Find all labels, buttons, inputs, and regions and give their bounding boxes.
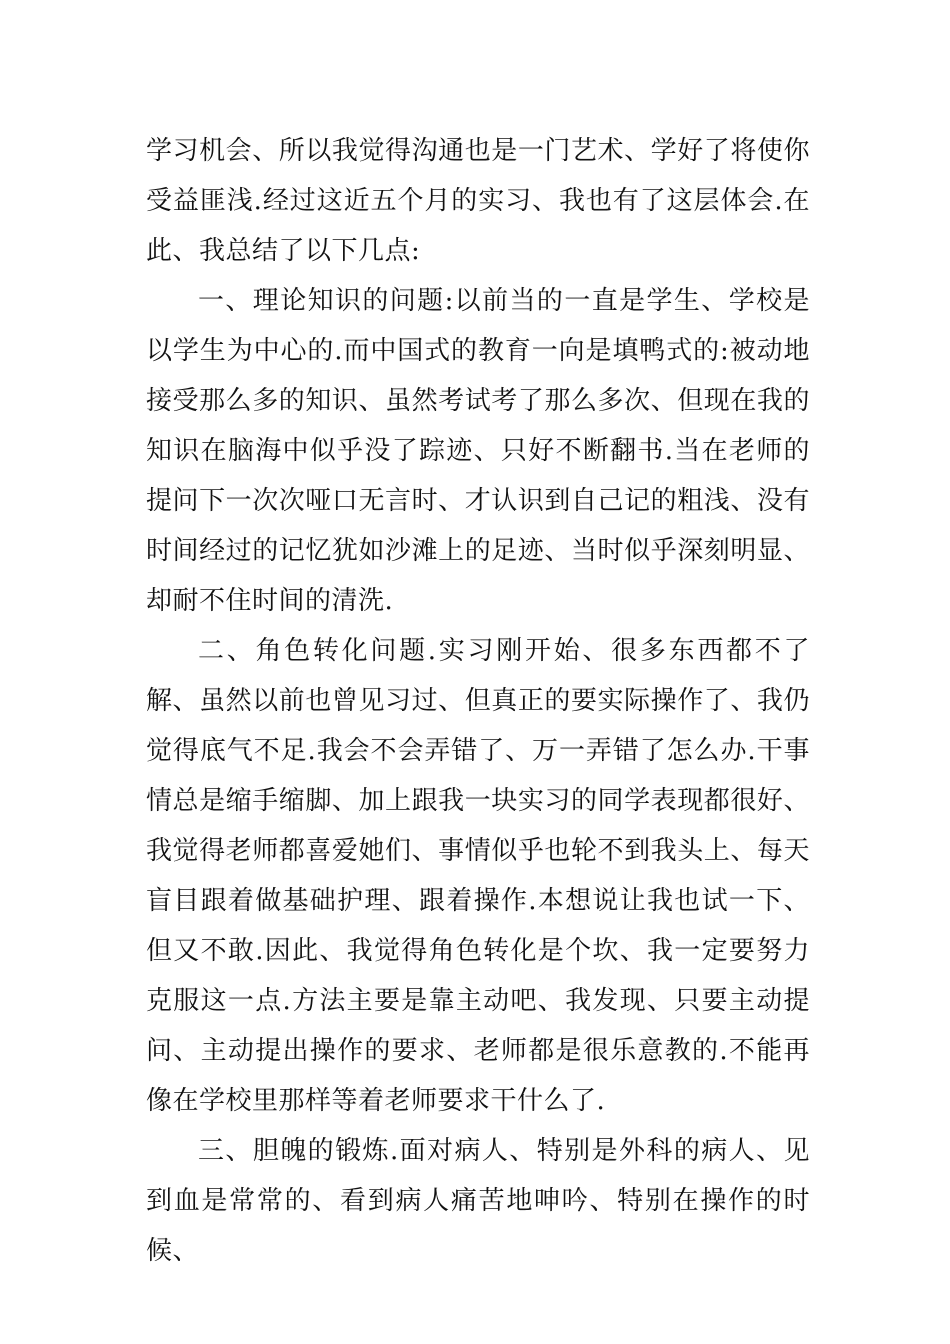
paragraph-role-transition: 二、角色转化问题.实习刚开始、很多东西都不了解、虽然以前也曾见习过、但真正的要实际操作了、我仍觉得底气不足.我会不会弄错了、万一弄错了怎么办.干事情总是缩手缩脚、加上跟我一块实习的同学表现都很好、我觉得老师都喜爱她们、事情似乎也轮不到我头上、每天盲目跟着做基础护理、跟着操作.本想说让我也试一下、但又不敢.因此、我觉得角色转化是个坎、我一定要努力克服这一点.方法主要是靠主动吧、我发现、只要主动提问、主动提出操作的要求、老师都是很乐意教的.不能再像在学校里那样等着老师要求干什么了. xyxy=(146,636,810,1116)
paragraph-theory-knowledge: 一、理论知识的问题:以前当的一直是学生、学校是以学生为中心的.而中国式的教育一向是填鸭式的:被动地接受那么多的知识、虽然考试考了那么多次、但现在我的知识在脑海中似乎没了踪迹、只好不断翻书.当在老师的提问下一次次哑口无言时、才认识到自己记的粗浅、没有时间经过的记忆犹如沙滩上的足迹、当时似乎深刻明显、却耐不住时间的清洗. xyxy=(146,286,810,616)
paragraph-continuation: 学习机会、所以我觉得沟通也是一门艺术、学好了将使你受益匪浅.经过这近五个月的实习、我也有了这层体会.在此、我总结了以下几点: xyxy=(146,136,810,266)
document-body xyxy=(146,126,810,1276)
paragraph-courage-training: 三、胆魄的锻炼.面对病人、特别是外科的病人、见到血是常常的、看到病人痛苦地呻吟、特别在操作的时候、 xyxy=(146,1136,810,1266)
